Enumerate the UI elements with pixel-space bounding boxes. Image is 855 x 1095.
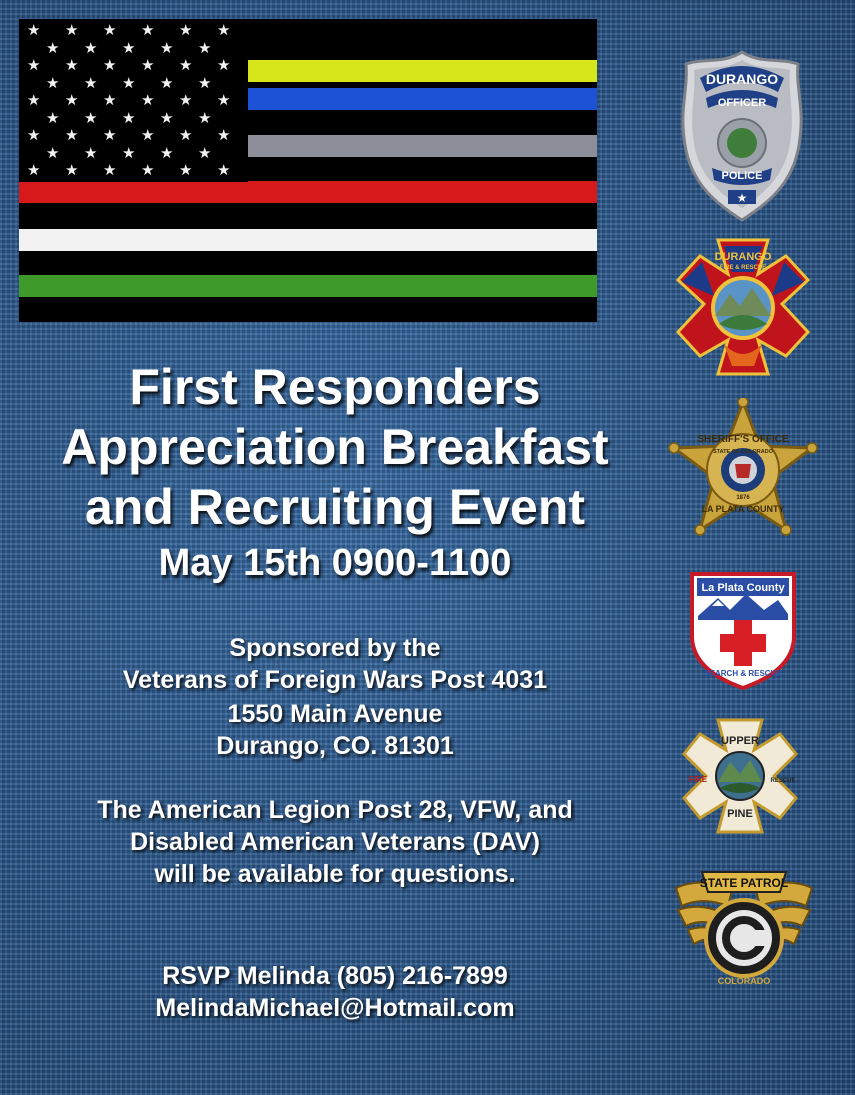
flag-star: ★ <box>103 161 117 179</box>
flag-star: ★ <box>84 38 98 57</box>
flag-star: ★ <box>122 143 136 162</box>
flag-star: ★ <box>141 56 155 74</box>
search-rescue-badge <box>686 566 800 692</box>
flag-star: ★ <box>160 73 174 92</box>
flag-star: ★ <box>65 21 79 39</box>
upperpine-badge-left: FIRE <box>688 775 708 784</box>
flag-star: ★ <box>84 73 98 92</box>
flag-star: ★ <box>46 108 60 127</box>
flag-star: ★ <box>65 56 79 74</box>
flag-star: ★ <box>198 73 212 92</box>
flag-star: ★ <box>103 56 117 74</box>
flag-star: ★ <box>141 126 155 144</box>
flag-star: ★ <box>122 38 136 57</box>
info-line1: The American Legion Post 28, VFW, and <box>97 796 573 824</box>
flag-star: ★ <box>84 108 98 127</box>
flag-stripe-white <box>19 229 597 251</box>
flag-star: ★ <box>179 56 193 74</box>
event-date: May 15th 0900-1100 <box>158 542 512 584</box>
patrol-badge-top: STATE PATROL <box>699 876 789 890</box>
flag-star: ★ <box>84 143 98 162</box>
police-badge-mid: OFFICER <box>717 97 767 109</box>
event-title-line2: Appreciation Breakfast <box>61 419 609 475</box>
svg-text:★: ★ <box>736 191 748 205</box>
flag-stripe-blue <box>248 88 597 110</box>
flag-star: ★ <box>198 38 212 57</box>
flag-star: ★ <box>217 91 231 109</box>
flag-star: ★ <box>179 91 193 109</box>
fire-badge-top: DURANGO <box>714 251 772 263</box>
flag-stripe-yellow <box>248 60 597 82</box>
fire-badge-sub: FIRE & RESCUE <box>719 265 767 271</box>
flag-star: ★ <box>141 91 155 109</box>
sponsor-line1: Sponsored by the <box>229 634 441 662</box>
upperpine-badge-top: UPPER <box>721 735 759 747</box>
flag-star: ★ <box>217 126 231 144</box>
sheriff-badge-top: SHERIFF'S OFFICE <box>697 434 789 445</box>
sheriff-badge-mid: STATE OF COLORADO <box>713 449 773 455</box>
flag-stripe-red <box>19 181 597 203</box>
flag-star: ★ <box>122 73 136 92</box>
flag-star: ★ <box>179 126 193 144</box>
durango-police-badge <box>678 48 806 223</box>
sponsor-line3: 1550 Main Avenue <box>227 700 443 728</box>
flag-stripe-green <box>19 275 597 297</box>
flag-star: ★ <box>103 91 117 109</box>
patrol-badge-bottom: COLORADO <box>717 976 771 986</box>
flag-star: ★ <box>65 91 79 109</box>
flag-star: ★ <box>217 21 231 39</box>
flag-star: ★ <box>103 21 117 39</box>
thin-line-flag <box>19 19 597 322</box>
flag-star: ★ <box>160 38 174 57</box>
sheriff-badge-year: 1876 <box>736 495 750 501</box>
flag-star: ★ <box>65 126 79 144</box>
event-title-line3: and Recruiting Event <box>84 479 586 535</box>
flag-star: ★ <box>27 126 41 144</box>
flag-star: ★ <box>65 161 79 179</box>
flag-canton <box>19 19 248 182</box>
upperpine-badge-right: RESCUE <box>770 778 796 784</box>
info-line3: will be available for questions. <box>154 860 516 888</box>
sponsor-line2: Veterans of Foreign Wars Post 4031 <box>122 666 548 694</box>
flag-star: ★ <box>103 126 117 144</box>
flag-star: ★ <box>27 21 41 39</box>
flag-star: ★ <box>160 108 174 127</box>
upper-pine-fire-rescue-badge <box>680 716 800 836</box>
sheriff-badge-bottom: LA PLATA COUNTY <box>701 504 785 514</box>
sponsor-line4: Durango, CO. 81301 <box>216 732 454 760</box>
flag-stripe-gray <box>248 135 597 157</box>
sheriff-office-badge <box>668 398 818 548</box>
flag-star: ★ <box>46 73 60 92</box>
flag-star: ★ <box>179 161 193 179</box>
flag-star: ★ <box>122 108 136 127</box>
flag-star: ★ <box>179 21 193 39</box>
flag-star: ★ <box>198 108 212 127</box>
flag-star: ★ <box>27 161 41 179</box>
sar-badge-bottom: SEARCH & RESCUE <box>704 669 782 678</box>
flag-star: ★ <box>141 21 155 39</box>
state-patrol-badge <box>672 866 816 996</box>
event-title-line1: First Responders <box>129 359 541 415</box>
police-badge-bottom: POLICE <box>721 170 763 182</box>
info-line2: Disabled American Veterans (DAV) <box>130 828 540 856</box>
sar-badge-top: La Plata County <box>701 582 785 594</box>
flag-star: ★ <box>160 143 174 162</box>
flag-star: ★ <box>27 91 41 109</box>
flag-star: ★ <box>46 143 60 162</box>
flag-star: ★ <box>46 38 60 57</box>
police-badge-top: DURANGO <box>705 71 779 87</box>
flag-star: ★ <box>198 143 212 162</box>
upperpine-badge-bottom: PINE <box>727 808 753 820</box>
flag-star: ★ <box>217 56 231 74</box>
rsvp-email[interactable]: MelindaMichael@Hotmail.com <box>155 994 515 1022</box>
flag-star: ★ <box>141 161 155 179</box>
flag-star: ★ <box>27 56 41 74</box>
durango-fire-rescue-badge <box>674 236 812 378</box>
rsvp-phone: RSVP Melinda (805) 216-7899 <box>162 962 508 990</box>
flag-star: ★ <box>217 161 231 179</box>
